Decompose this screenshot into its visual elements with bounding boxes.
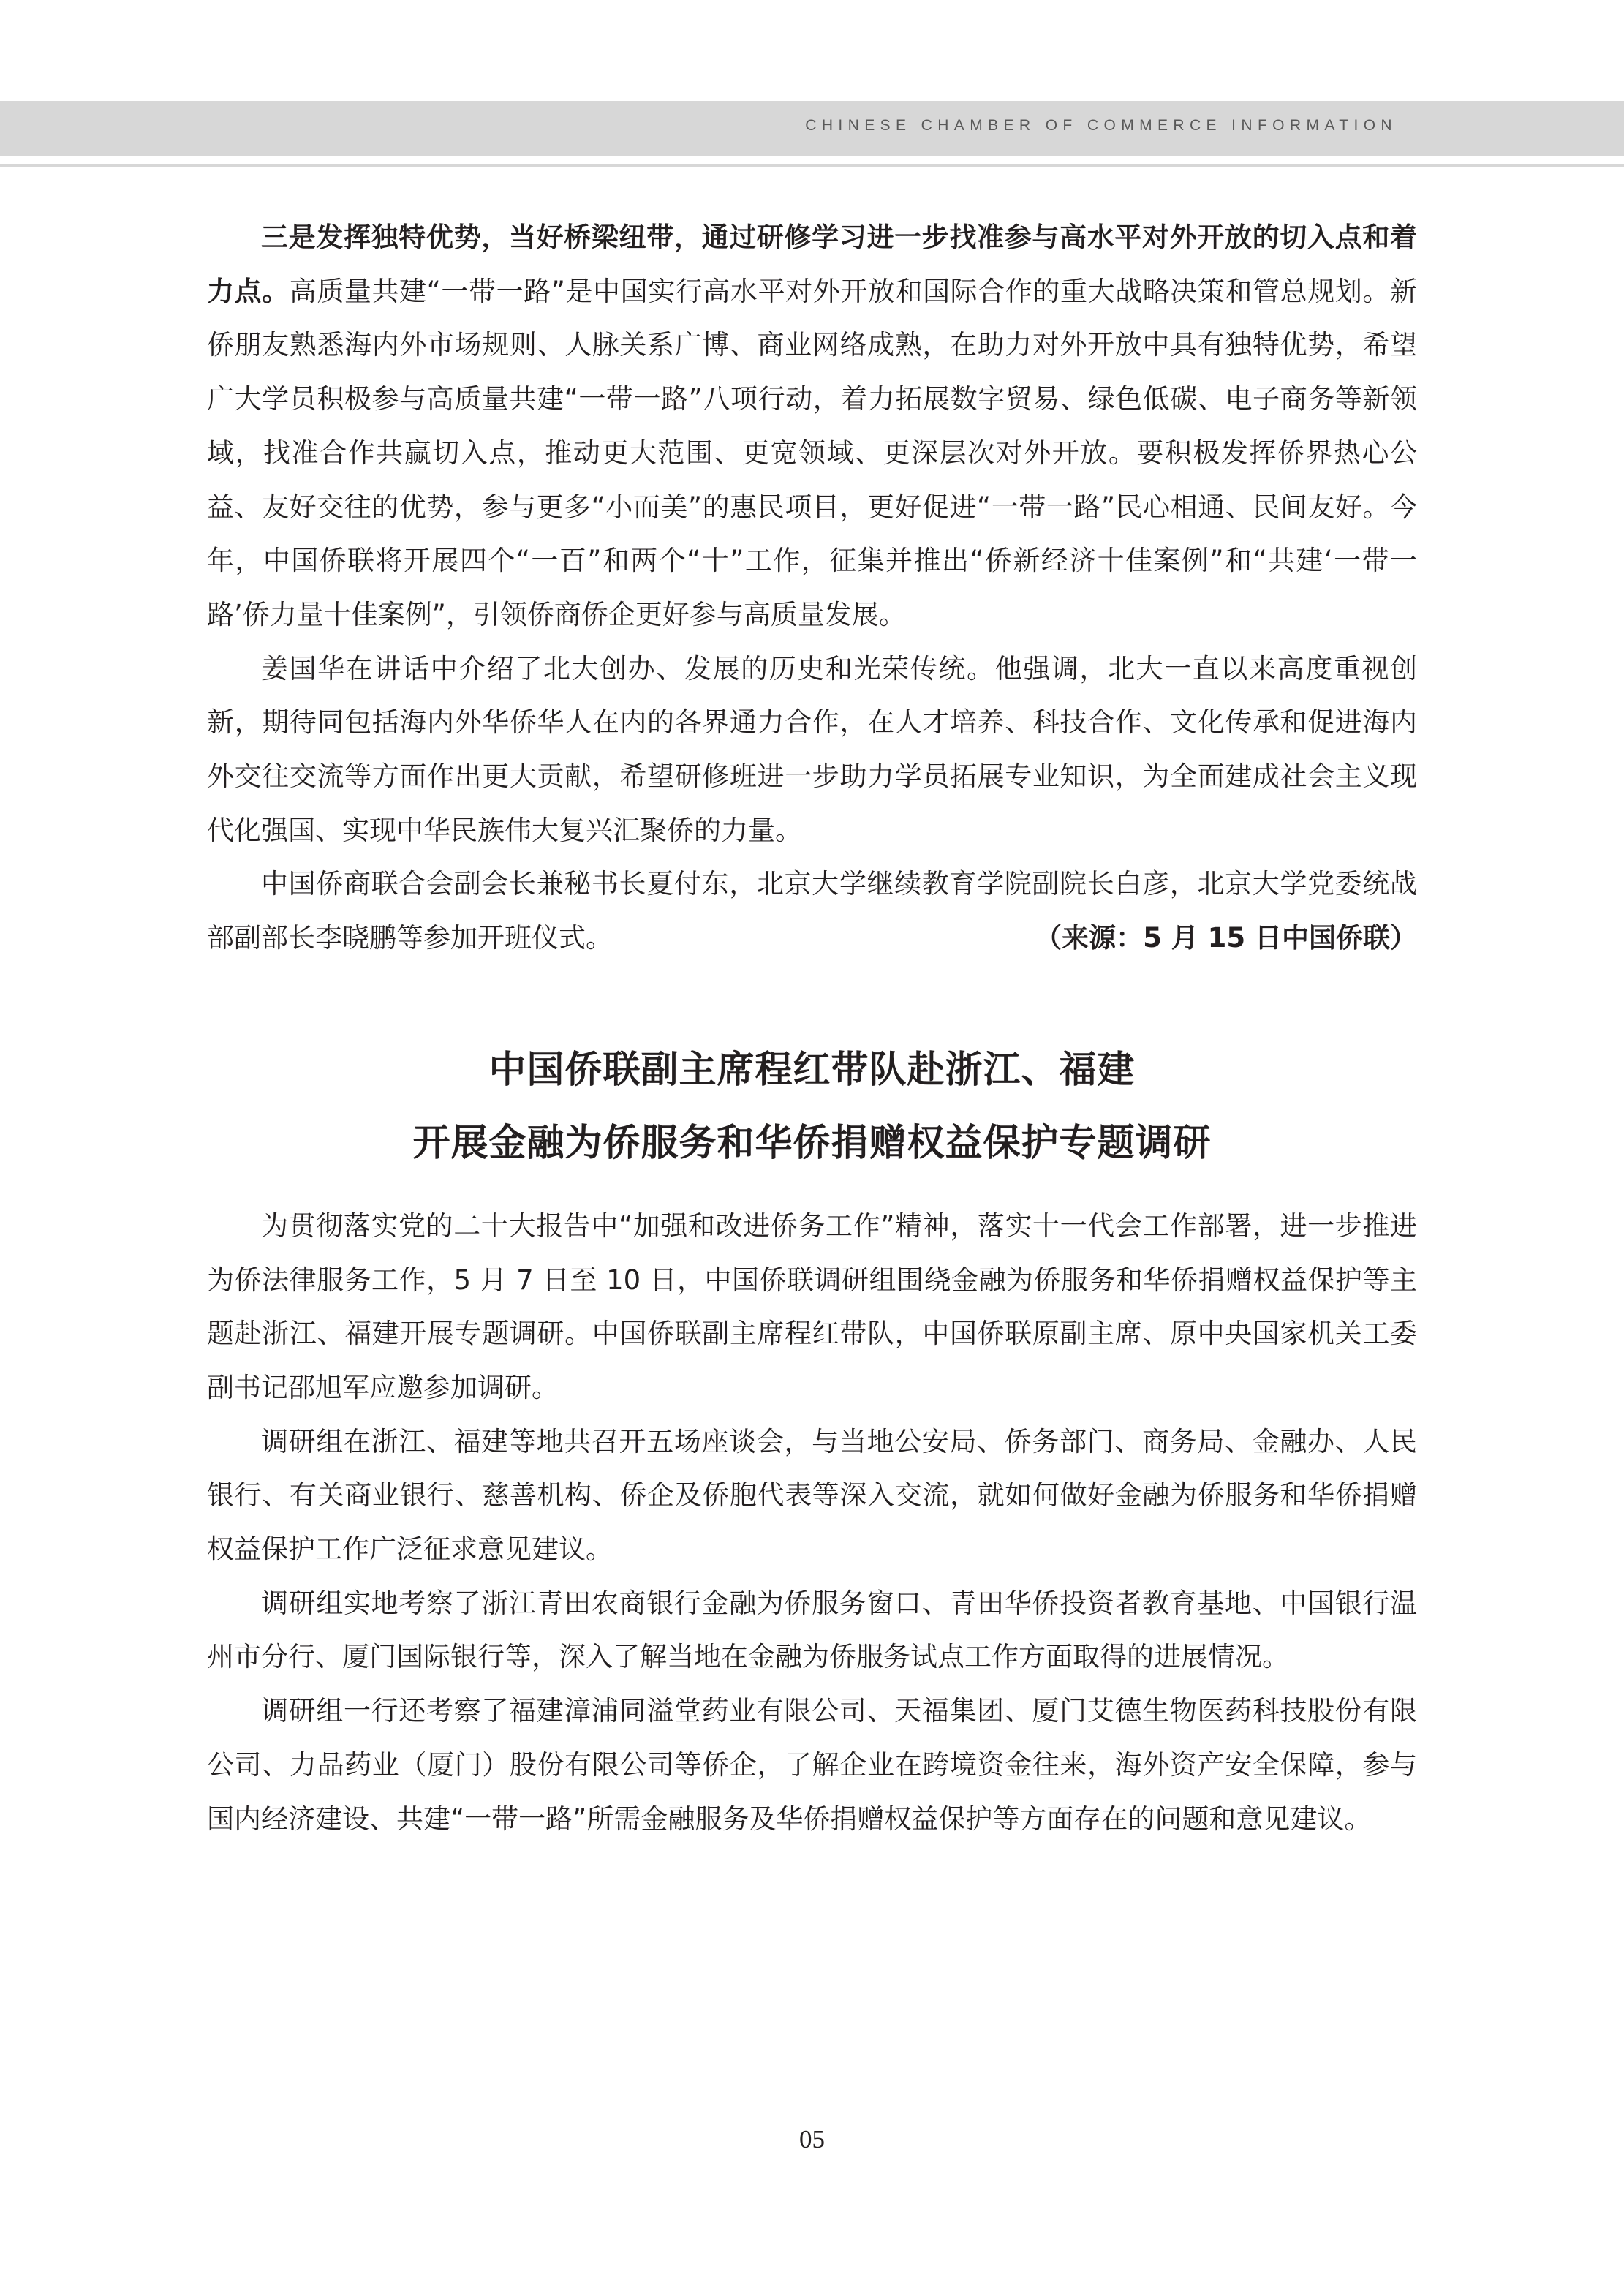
paragraph: 姜国华在讲话中介绍了北大创办、发展的历史和光荣传统。他强调，北大一直以来高度重视创新，期待同包括海内外华侨华人在内的各界通力合作，在人才培养、科技合作、文化传承和促进海内外交往交流等方面作出更大贡献，希望研修班进一步助力学员拓展专业知识，为全面建成社会主义现代化强国、实现中华民族伟大复兴汇聚侨的力量。	[207, 652, 1417, 846]
paragraph: 调研组一行还考察了福建漳浦同溢堂药业有限公司、天福集团、厦门艾德生物医药科技股份有限公司、力品药业（厦门）股份有限公司等侨企，了解企业在跨境资金往来，海外资产安全保障，参与国内经济建设、共建“一带一路”所需金融服务及华侨捐赠权益保护等方面存在的问题和意见建议。	[207, 1695, 1417, 1835]
lead-bold-text: 三是发挥独特优势，当好桥梁纽带，通过研修学习进一步找准参与高水平对外开放的切入点和着力点。	[207, 222, 1417, 307]
paragraph-text: 中国侨商联合会副会长兼秘书长夏付东，北京大学继续教育学院副院长白彦，北京大学党委统战部副部长李晓鹏等参加开班仪式。	[207, 868, 1417, 954]
source-note: （来源：5 月 15 日中国侨联）	[1035, 922, 1417, 954]
page-number: 05	[799, 2125, 825, 2154]
article-continuation	[207, 211, 1417, 965]
paragraph: 为贯彻落实党的二十大报告中“加强和改进侨务工作”精神，落实十一代会工作部署，进一步推进为侨法律服务工作，5 月 7 日至 10 日，中国侨联调研组围绕金融为侨服务和华侨捐赠权益保护等主题赴浙江、福建开展专题调研。中国侨联副主席程红带队，中国侨联原副主席、原中央国家机关工委副书记邵旭军应邀参加调研。	[207, 1209, 1417, 1403]
title-line-2: 开展金融为侨服务和华侨捐赠权益保护专题调研	[412, 1121, 1212, 1165]
article-title	[207, 1034, 1417, 1180]
paragraph: 调研组实地考察了浙江青田农商银行金融为侨服务窗口、青田华侨投资者教育基地、中国银行温州市分行、厦门国际银行等，深入了解当地在金融为侨服务试点工作方面取得的进展情况。	[207, 1587, 1417, 1673]
header-divider	[0, 164, 1624, 167]
article	[207, 1034, 1417, 1846]
page-content	[207, 211, 1417, 1846]
title-line-1: 中国侨联副主席程红带队赴浙江、福建	[488, 1048, 1136, 1092]
paragraph	[207, 857, 1417, 965]
paragraph-text: 高质量共建“一带一路”是中国实行高水平对外开放和国际合作的重大战略决策和管总规划。新侨朋友熟悉海内外市场规则、人脉关系广博、商业网络成熟，在助力对外开放中具有独特优势，希望广大学员积极参与高质量共建“一带一路”八项行动，着力拓展数字贸易、绿色低碳、电子商务等新领域，找准合作共赢切入点，推动更大范围、更宽领域、更深层次对外开放。要积极发挥侨界热心公益、友好交往的优势，参与更多“小而美”的惠民项目，更好促进“一带一路”民心相通、民间友好。今年，中国侨联将开展四个“一百”和两个“十”工作，征集并推出“侨新经济十佳案例”和“共建‘一带一路’侨力量十佳案例”，引领侨商侨企更好参与高质量发展。	[207, 275, 1417, 630]
paragraph	[207, 211, 1417, 642]
paragraph: 调研组在浙江、福建等地共召开五场座谈会，与当地公安局、侨务部门、商务局、金融办、人民银行、有关商业银行、慈善机构、侨企及侨胞代表等深入交流，就如何做好金融为侨服务和华侨捐赠权益保护工作广泛征求意见建议。	[207, 1425, 1417, 1566]
running-header: CHINESE CHAMBER OF COMMERCE INFORMATION	[805, 117, 1397, 134]
